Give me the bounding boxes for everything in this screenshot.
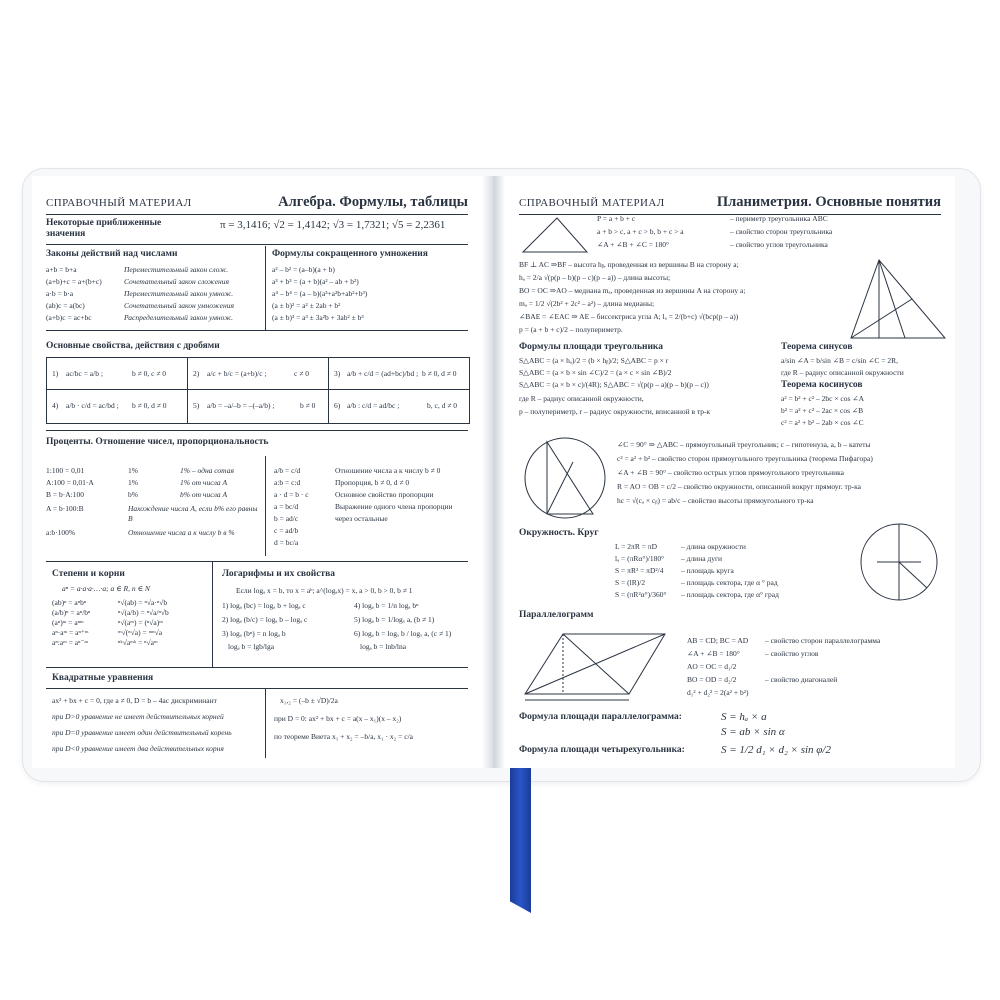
powers-title: Степени и корни	[52, 569, 125, 579]
divider	[46, 688, 468, 689]
grid-line	[187, 357, 188, 423]
law-name: Переместительный закон умнож.	[124, 289, 234, 298]
left-page	[32, 176, 482, 768]
column-divider	[265, 688, 266, 758]
parallelogram-area-formula: S = hₐ × a	[721, 711, 767, 723]
percent-description: Отношение числа a к числу b в %	[128, 528, 235, 537]
percent-description: Нахождение числа A, если b% его равны B	[128, 504, 258, 523]
short-mult-formula: a⁴ – b⁴ = (a – b)(a³+a²b+ab²+b³)	[272, 289, 368, 298]
triangle-formula: ∠A + ∠B + ∠C = 180°	[597, 240, 670, 249]
log-formula: 2) logₐ (b/c) = logₐ b – logₐ c	[222, 615, 308, 624]
median-length: mₐ = 1/2 √(2b² + 2c² – a²) – длина медианы;	[519, 299, 655, 308]
power-formula: (ab)ⁿ = aⁿbⁿ	[52, 598, 87, 607]
fraction-formula: a/b = –a/–b = –(–a/b) ;	[207, 401, 275, 410]
quadratic-title: Квадратные уравнения	[52, 673, 154, 683]
root-formula: ⁿ√(aᵐ) = (ⁿ√a)ᵐ	[118, 618, 163, 627]
short-mult-formula: (a ± b)² = a² ± 2ab + b²	[272, 301, 341, 310]
divider	[46, 561, 468, 562]
parallelogram-area-label: Формула площади параллелограмма:	[519, 712, 682, 722]
percent-description: 1% – одна сотая	[180, 466, 234, 475]
quadrilateral-area-formula: S = 1/2 d₁ × d₂ × sin φ/2	[721, 744, 831, 756]
fraction-condition: b, c, d ≠ 0	[427, 401, 457, 410]
parallelogram-formula: AB = CD; BC = AD	[687, 636, 749, 645]
percent-formula: A:100 = 0,01·A	[46, 478, 94, 487]
quadrilateral-area-label: Формула площади четырехугольника:	[519, 745, 685, 755]
root-formula: ⁿ√(a/b) = ⁿ√a/ⁿ√b	[118, 608, 169, 617]
semiperimeter-line: p = (a + b + c)/2 – полупериметр.	[519, 325, 623, 334]
fraction-number: 5)	[193, 401, 200, 410]
parallelogram-formula: BO = OD = d₂/2	[687, 675, 737, 684]
ratio-description: Основное свойство пропорции	[335, 490, 434, 499]
law-formula: a·b = b·a	[46, 289, 74, 298]
law-name: Сочетательный закон сложения	[124, 277, 230, 286]
law-formula: (a+b)c = ac+bc	[46, 313, 92, 322]
law-formula: (a+b)+c = a+(b+c)	[46, 277, 102, 286]
fraction-formula: ac/bc = a/b ;	[66, 369, 103, 378]
triangle-area-formula: S△ABC = (a × b × c)/(4R); S△ABC = √(p(p – a)(p – b)(p – c))	[519, 380, 709, 389]
percent-formula: B = b·A:100	[46, 490, 84, 499]
parallelogram-formula: d₁² + d₂² = 2(a² + b²)	[687, 688, 749, 697]
root-formula: ⁿᵏ√aᵐᵏ = ⁿ√aᵐ	[118, 638, 158, 647]
ratio-formula: c = ad/b	[274, 526, 299, 535]
column-divider	[265, 246, 266, 330]
ratio-description: через остальные	[335, 514, 388, 523]
circle-title: Окружность. Круг	[519, 528, 599, 538]
fraction-number: 1)	[52, 369, 59, 378]
quadratic-formula: ax² + bx + c = 0, где a ≠ 0, D = b – 4ac дискриминант	[52, 696, 217, 705]
triangle-formula: P = a + b + c	[597, 214, 636, 223]
right-triangle-fact: hc = √(cₐ × cᵦ) = ab/c – свойство высоты прямоугольного тр-ка	[617, 496, 814, 505]
approx-values: π = 3,1416; √2 = 1,4142; √3 = 1,7321; √5 = 2,2361	[220, 219, 446, 231]
right-triangle-fact: ∠A + ∠B = 90° – свойство острых углов прямоугольного треугольника	[617, 468, 844, 477]
parallelogram-title: Параллелограмм	[519, 610, 594, 620]
circle-description: – площадь сектора, где α ° рад	[681, 578, 778, 587]
fraction-number: 2)	[193, 369, 200, 378]
grid-line	[328, 357, 329, 423]
divider	[46, 430, 468, 431]
cosine-theorem-formula: a² = b² + c² – 2bc × cos ∠A	[781, 394, 864, 403]
quadratic-case: при D=0 уравнение имеет один действительный корень	[52, 728, 232, 737]
root-formula: ᵐ√(ⁿ√a) = ᵐⁿ√a	[118, 628, 163, 637]
fraction-condition: b ≠ 0	[300, 401, 316, 410]
fraction-formula: a/b : c/d = ad/bc ;	[347, 401, 400, 410]
bisector-line: ∠BAE = ∠EAC ⇒ AE – биссектриса угла A; lₐ = 2/(b+c) √(bcp(p – a))	[519, 312, 739, 321]
power-formula: aⁿ·aᵐ = aⁿ⁺ᵐ	[52, 628, 89, 637]
column-divider	[265, 456, 266, 556]
right-triangle-fact: R = AO = OB = c/2 – свойство окружности, описанной вокруг прямоуг. тр-ка	[617, 482, 862, 491]
fractions-grid	[46, 357, 470, 424]
log-formula: 6) logₐ b = logₓ b / logₓ a, (c ≠ 1)	[354, 629, 452, 638]
circle-formula: L = 2πR = πD	[615, 542, 658, 551]
triangle-description: – свойство сторон треугольника	[730, 227, 833, 236]
percent-description: 1% от числа A	[180, 478, 228, 487]
triangle-description: – свойство углов треугольника	[730, 240, 828, 249]
parallelogram-area-formula: S = ab × sin α	[721, 726, 785, 738]
fraction-number: 6)	[334, 401, 341, 410]
ratio-formula: d = bc/a	[274, 538, 299, 547]
laws-title: Законы действий над числами	[46, 249, 178, 259]
power-formula: aⁿ:aᵐ = aⁿ⁻ᵐ	[52, 638, 89, 647]
quadratic-case: при D<0 уравнение имеет два действительных корня	[52, 744, 224, 753]
circle-description: – длина дуги	[681, 554, 723, 563]
fraction-number: 3)	[334, 369, 341, 378]
circle-figure	[857, 520, 941, 604]
circle-description: – площадь круга	[681, 566, 734, 575]
ratio-formula: b = ad/c	[274, 514, 299, 523]
triangle-formula: a + b > c, a + c > b, b + c > a	[597, 227, 684, 236]
circle-formula: S = πR² = πD²/4	[615, 566, 664, 575]
fraction-condition: b ≠ 0, d ≠ 0	[132, 401, 167, 410]
percent-formula: 1:100 = 0,01	[46, 466, 85, 475]
height-line: BF ⊥ AC ⇒BF – высота hᵦ, проведенная из вершины B на сторону a;	[519, 260, 739, 269]
triangle-area-formula: S△ABC = (a × hₐ)/2 = (b × hᵦ)/2; S△ABC = p × r	[519, 356, 669, 365]
parallelogram-formula: AO = OC = d₁/2	[687, 662, 737, 671]
right-page	[505, 176, 955, 768]
percent-title: Проценты. Отношение чисел, пропорциональность	[46, 437, 269, 447]
circle-formula: lₐ = (πRα°)/180°	[615, 554, 665, 563]
circle-formula: S = (πR²α°)/360°	[615, 590, 667, 599]
short-mult-formula: (a ± b)³ = a³ ± 3a²b + 3ab² ± b³	[272, 313, 364, 322]
right-triangle-fact: ∠C = 90° ⇒ △ABC – прямоугольный треугольник; c – гипотенуза, a, b – катеты	[617, 440, 871, 449]
triangle-elements-figure	[845, 254, 951, 344]
quadratic-case: при D>0 уравнение не имеет действительных корней	[52, 712, 224, 721]
divider	[46, 667, 468, 668]
ratio-formula: a/b = c/d	[274, 466, 301, 475]
log-formula: 5) logₐ b = 1/logₓ a, (b ≠ 1)	[354, 615, 435, 624]
left-page-caption: СПРАВОЧНЫЙ МАТЕРИАЛ	[46, 197, 192, 209]
quadratic-roots: x₁,₂ = (–b ± √D)/2a	[280, 696, 338, 705]
log-formula: logₐ b = lnb/lna	[360, 642, 407, 651]
fraction-condition: b ≠ 0, c ≠ 0	[132, 369, 167, 378]
percent-description: b% от числа A	[180, 490, 228, 499]
fraction-formula: a/c + b/c = (a+b)/c ;	[207, 369, 267, 378]
parallelogram-figure	[519, 624, 669, 706]
triangle-description: – периметр треугольника ABC	[730, 214, 828, 223]
log-formula: logₐ b = lgb/lga	[228, 642, 275, 651]
left-page-title: Алгебра. Формулы, таблицы	[278, 194, 468, 210]
notebook-spine	[482, 176, 505, 768]
right-page-header	[519, 184, 941, 215]
fraction-condition: b ≠ 0, d ≠ 0	[422, 369, 457, 378]
percent-value: 1%	[128, 466, 138, 475]
cosine-theorem-formula: c² = a² + b² – 2ab × cos ∠C	[781, 418, 864, 427]
root-formula: ⁿ√(ab) = ⁿ√a·ⁿ√b	[118, 598, 168, 607]
ratio-formula: a = bc/d	[274, 502, 299, 511]
triangle-area-title: Формулы площади треугольника	[519, 342, 664, 352]
log-formula: 3) logₐ (bⁿ) = n logₐ b	[222, 629, 286, 638]
law-name: Распределительный закон умнож.	[124, 313, 234, 322]
fraction-formula: a/b · c/d = ac/bd ;	[66, 401, 119, 410]
bookmark-ribbon	[510, 768, 531, 913]
grid-line	[46, 389, 469, 390]
percent-formula: A = b·100:B	[46, 504, 84, 513]
ratio-description: Пропорция, b ≠ 0, d ≠ 0	[335, 478, 410, 487]
power-formula: (a/b)ⁿ = aⁿ/bⁿ	[52, 608, 91, 617]
triangle-area-formula: S△ABC = (a × b × sin ∠C)/2 = (a × c × sin ∠B)/2	[519, 368, 672, 377]
left-page-header	[46, 184, 468, 215]
sine-theorem-formula: a/sin ∠A = b/sin ∠B = c/sin ∠C = 2R,	[781, 356, 898, 365]
parallelogram-description: – свойство сторон параллелограмма	[765, 636, 881, 645]
triangle-abc-figure	[517, 212, 593, 260]
cosine-theorem-formula: b² = a² + c² – 2ac × cos ∠B	[781, 406, 864, 415]
right-triangle-fact: c² = a² + b² – свойство сторон прямоугольного треугольника (теорема Пифагора)	[617, 454, 873, 463]
approx-title-line1: Некоторые приближенные	[46, 218, 162, 228]
median-line: BO = OC ⇒AO – медиана mₐ, проведенная из вершины A на сторону a;	[519, 286, 746, 295]
fraction-condition: c ≠ 0	[294, 369, 309, 378]
parallelogram-description: – свойство углов	[765, 649, 819, 658]
percent-value: 1%	[128, 478, 138, 487]
sine-theorem-note: где R – радиус описанной окружности	[781, 368, 904, 377]
parallelogram-formula: ∠A + ∠B = 180°	[687, 649, 740, 658]
law-formula: (ab)c = a(bc)	[46, 301, 85, 310]
right-page-title: Планиметрия. Основные понятия	[716, 194, 941, 210]
log-definition: Если logₐ x = b, то x = aᵇ; a^(logₐx) = x, a > 0, b > 0, b ≠ 1	[236, 586, 413, 595]
short-mult-formula: a³ + b³ = (a + b)(a² – ab + b²)	[272, 277, 359, 286]
law-name: Сочетательный закон умножения	[124, 301, 234, 310]
cosine-theorem-title: Теорема косинусов	[781, 380, 863, 390]
power-formula: (aⁿ)ᵐ = aⁿᵐ	[52, 618, 84, 627]
circle-description: – длина окружности	[681, 542, 746, 551]
quadratic-factorization: при D = 0: ax² + bx + c = a(x – x₁)(x – x₂)	[274, 714, 402, 723]
triangle-area-note: p – полупериметр, r – радиус окружности, вписанной в тр-к	[519, 407, 711, 416]
percent-formula: a:b·100%	[46, 528, 76, 537]
sine-theorem-title: Теорема синусов	[781, 342, 853, 352]
vieta-theorem: по теореме Виета x₁ + x₂ = –b/a, x₁ · x₂ = c/a	[274, 732, 413, 741]
ratio-formula: a · d = b · c	[274, 490, 309, 499]
log-formula: 1) logₐ (bc) = logₐ b + logₐ c	[222, 601, 306, 610]
right-page-caption: СПРАВОЧНЫЙ МАТЕРИАЛ	[519, 197, 665, 209]
circle-description: – площадь сектора, где α° град	[681, 590, 779, 599]
law-name: Переместительный закон слож.	[124, 265, 229, 274]
right-triangle-circle-figure	[519, 432, 611, 524]
fraction-formula: a/b + c/d = (ad+bc)/bd ;	[347, 369, 419, 378]
circle-formula: S = (lR)/2	[615, 578, 646, 587]
ratio-description: Выражение одного члена пропорции	[335, 502, 453, 511]
percent-value: b%	[128, 490, 138, 499]
log-title: Логарифмы и их свойства	[222, 569, 335, 579]
divider	[46, 244, 468, 245]
parallelogram-description: – свойство диагоналей	[765, 675, 838, 684]
triangle-area-note: где R – радиус описанной окружности,	[519, 394, 644, 403]
approx-title-line2: значения	[46, 229, 86, 239]
log-formula: 4) logₐ b = 1/n logₐ bⁿ	[354, 601, 419, 610]
height-length: hₐ = 2/a √(p(p – b)(p – c)(p – a)) – длина высоты;	[519, 273, 671, 282]
powers-definition: aⁿ = a·a·a·…·a; a ∈ R, n ∈ N	[62, 584, 150, 593]
law-formula: a+b = b+a	[46, 265, 77, 274]
divider	[46, 330, 468, 331]
fractions-title: Основные свойства, действия с дробями	[46, 341, 220, 351]
ratio-description: Отношение числа a к числу b ≠ 0	[335, 466, 441, 475]
ratio-formula: a:b = c:d	[274, 478, 301, 487]
short-mult-title: Формулы сокращенного умножения	[272, 249, 428, 259]
fraction-number: 4)	[52, 401, 59, 410]
short-mult-formula: a² – b² = (a–b)(a + b)	[272, 265, 335, 274]
column-divider	[212, 561, 213, 667]
